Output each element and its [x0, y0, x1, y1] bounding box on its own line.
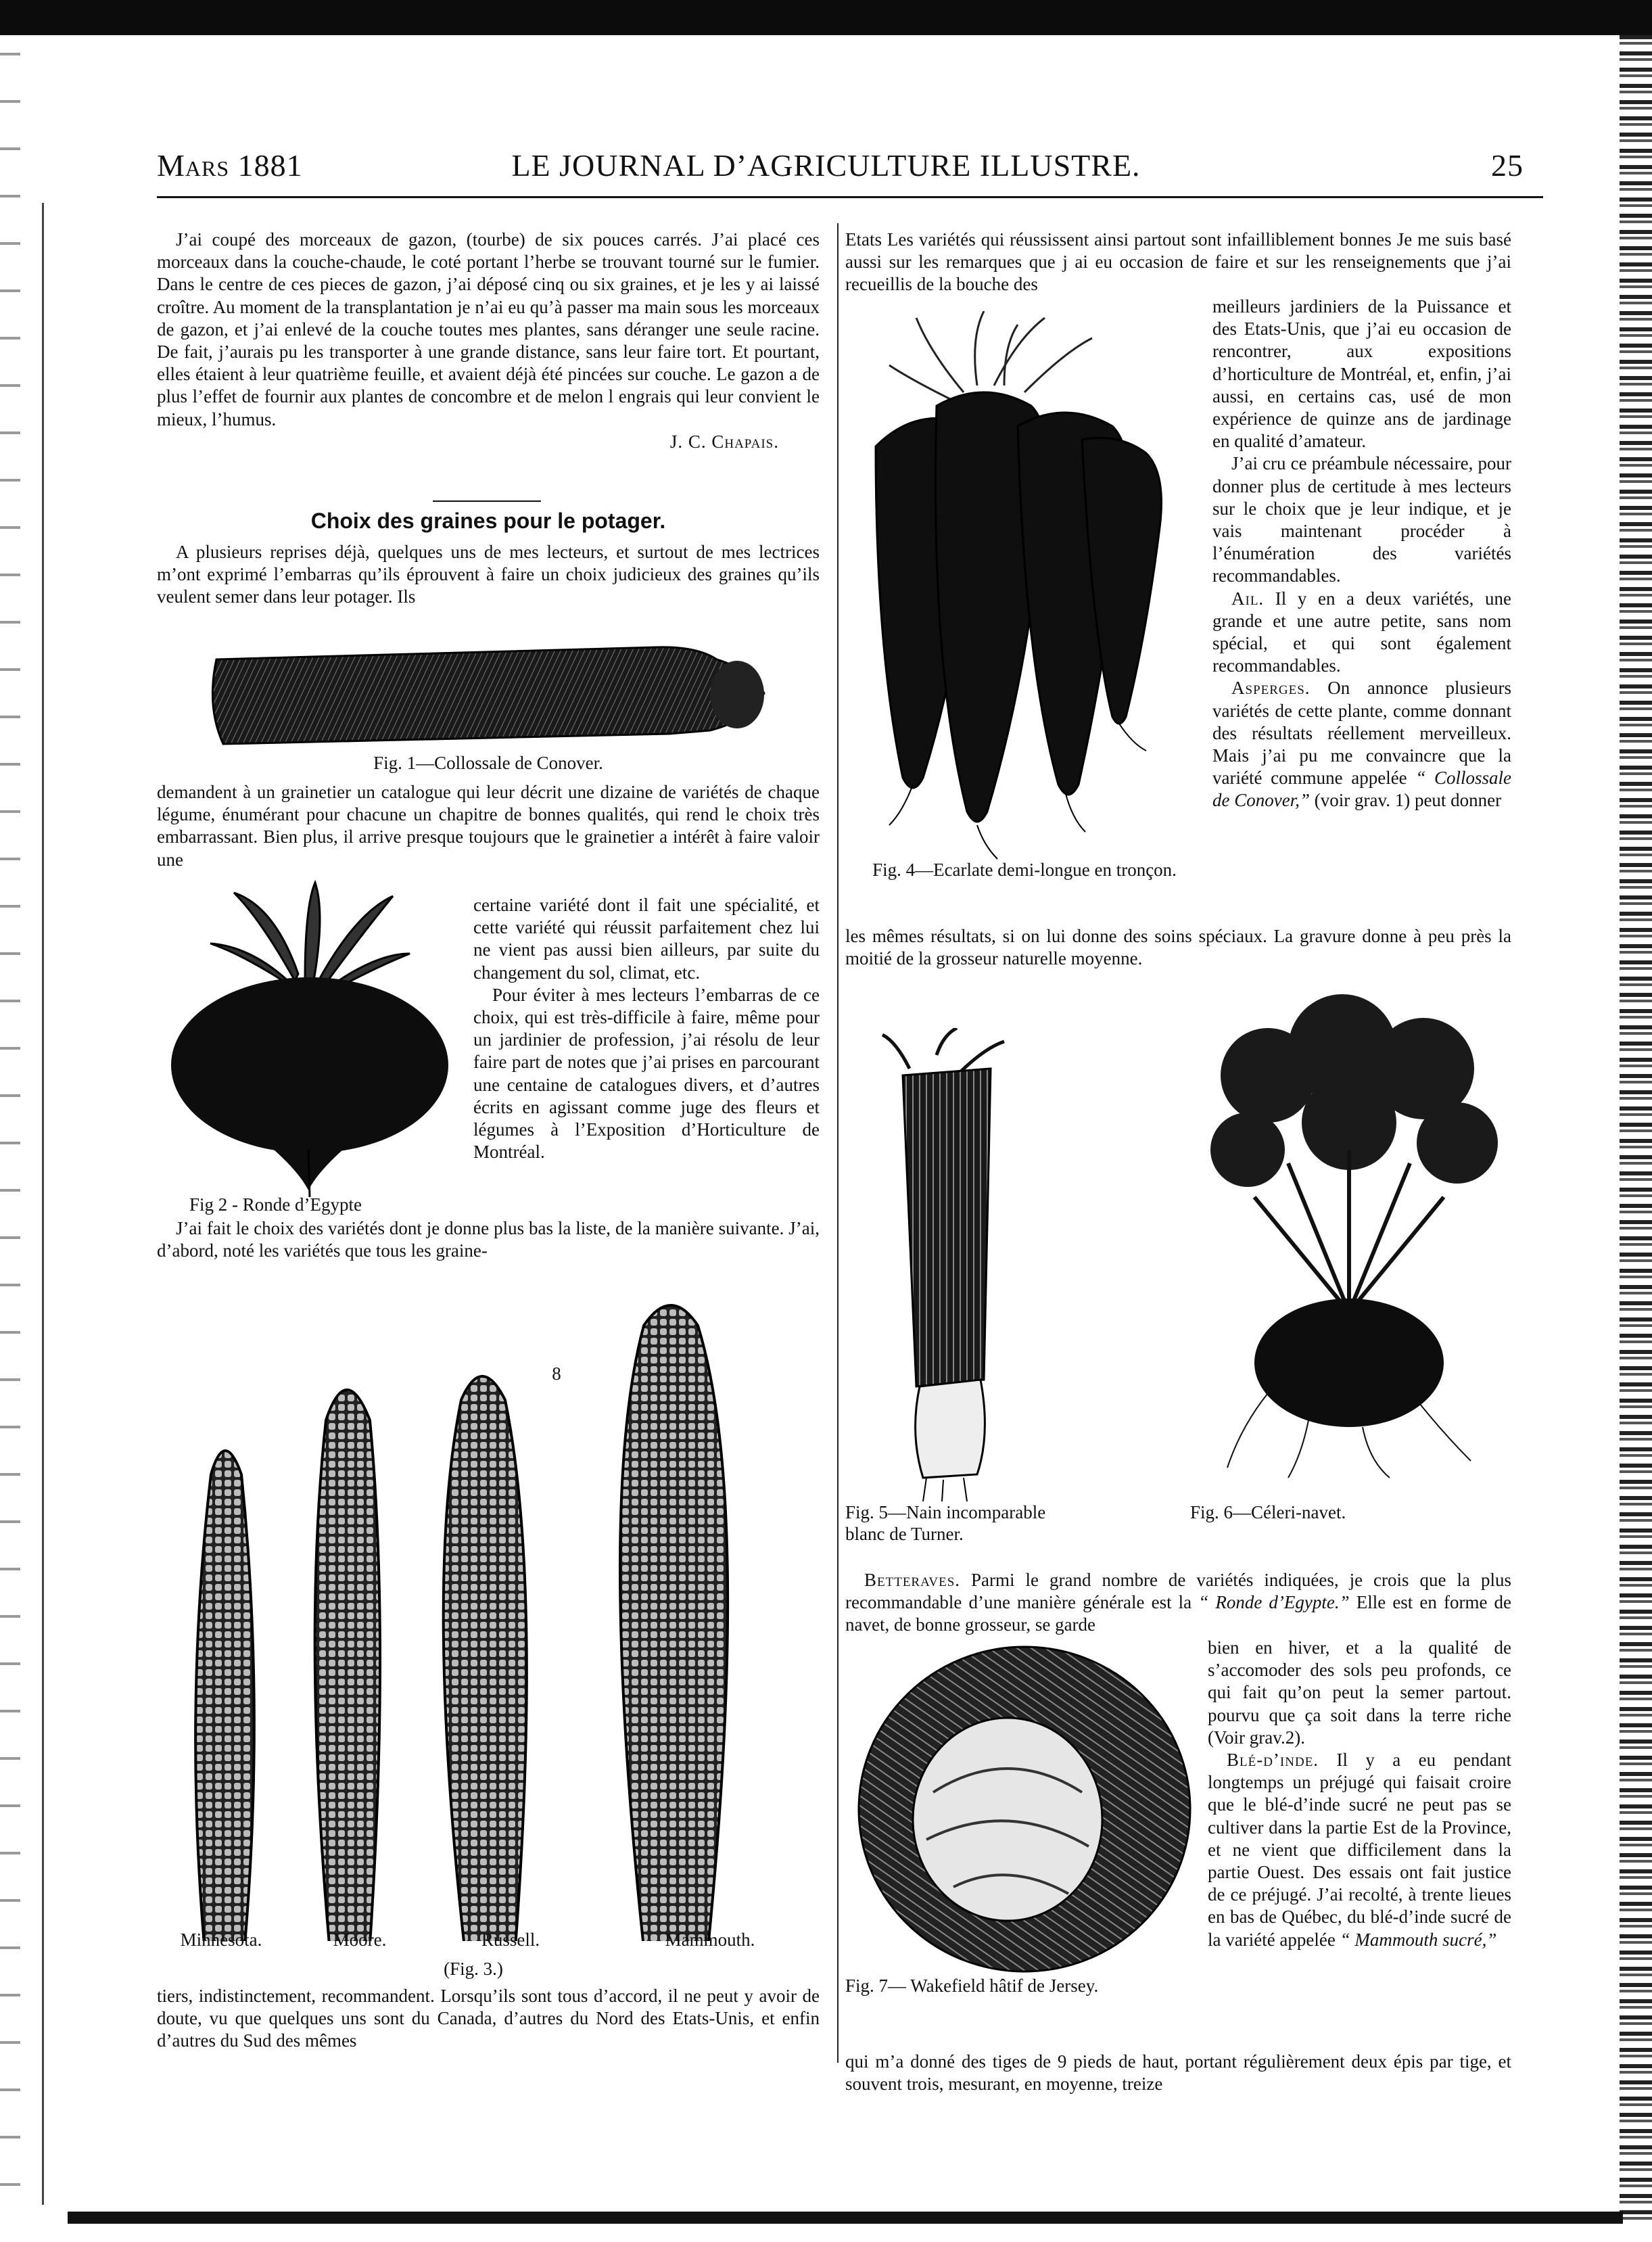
- fig5-caption: Fig. 5—Nain incomparable blanc de Turner.: [845, 1502, 1046, 1544]
- celeriac-illustration: [1187, 994, 1511, 1481]
- paragraph-resultats: [845, 925, 1511, 970]
- paragraph: Etats Les variétés qui réussissent ainsi partout sont infailliblement bonnes Je me suis basé aussi sur les remarques que j ai eu occasion de faire et sur les renseignements que j’ai recueillis de la bouche des: [845, 229, 1511, 295]
- paragraph: demandent à un grainetier un catalogue qui leur décrit une dizaine de variétés de chaque légume, énumérant pour chacune un chapitre de bonnes qualités, qui rend le choix très embarrassant. Bien plus, il arrive presque toujours que le grainetier a intérêt à faire valoir une: [157, 782, 820, 870]
- betteraves-text: Parmi le grand nombre de variétés indiquées, je crois que la plus recommandable d’une manière générale est la: [845, 1570, 1512, 1613]
- scan-border-left: [0, 35, 20, 2213]
- paragraph-ble: Blé-d’inde. Il y a eu pendant longtemps un préjugé qui faisait croire que le blé-d’inde sucré ne peut pas se cultiver dans la partie Est de la Province, et ne vient que difficilement dans la partie Ouest. Des essais ont fait justice de ce préjugé. J’ai recolté, à trente lieues en bas de Québec, du blé-d’inde sucré de la variété appelée “ Mammouth sucré,”: [1208, 1750, 1511, 1950]
- scan-edge-line: [42, 203, 44, 2205]
- fig3-caption: (Fig. 3.): [444, 1959, 503, 1979]
- paragraph-variete: [473, 894, 820, 1163]
- section-rule: [433, 500, 541, 502]
- paragraph-asperges: Asperges. On annonce plusieurs variétés de cette plante, comme donnant des résultats réellement merveilleux. Mais j’ai pu me convaincre que la variété commune appelée “ Collossale de Conover,” (voir grav. 1) peut donner: [1212, 678, 1512, 811]
- paragraph: qui m’a donné des tiges de 9 pieds de haut, portant régulièrement deux épis par tige, et souvent trois, mesurant, en moyenne, treize: [845, 2051, 1511, 2095]
- paragraph: meilleurs jardiniers de la Puissance et des Etats-Unis, que j’ai eu occasion de rencontrer, aux expositions d’horticulture de Montréal, et, enfin, j’ai aussi, en certains cas, usé de mon expérience de quinze ans de jardinage en qualité d’amateur.: [1212, 296, 1511, 452]
- leek-illustration: [855, 1028, 1031, 1501]
- intro-paragraph: [157, 541, 820, 609]
- column-divider: [837, 223, 839, 2063]
- corn-label-minnesota: Minnesota.: [180, 1930, 262, 1950]
- corn-label-mammouth: Mammouth.: [665, 1930, 755, 1950]
- corn-illustration: [157, 1299, 820, 1941]
- corn-mammouth: [620, 1305, 728, 1941]
- scan-border-right: [1620, 35, 1652, 2226]
- paragraph: les mêmes résultats, si on lui donne des soins spéciaux. La gravure donne à peu près la moitié de la grosseur naturelle moyenne.: [845, 926, 1511, 969]
- betteraves-text2: Elle est en forme de navet, de bonne grosseur, se garde: [845, 1592, 1511, 1635]
- betteraves-variety: “ Ronde d’Egypte.”: [1198, 1592, 1350, 1613]
- article-chapais-end: [157, 229, 820, 453]
- corn-russell: [444, 1376, 527, 1941]
- scan-border-top: [0, 0, 1652, 35]
- issue-date: Mars 1881: [157, 148, 303, 183]
- section-heading: Choix des graines pour le potager.: [310, 509, 666, 533]
- corn-moore: [315, 1390, 380, 1941]
- header-rule: [157, 196, 1543, 198]
- paragraph-etats: [845, 229, 1511, 296]
- betteraves-label: Betteraves.: [864, 1570, 961, 1590]
- paragraph-ble-end: [845, 2051, 1511, 2095]
- paragraph: Pour éviter à mes lecteurs l’embarras de ce choix, qui est très-difficile à faire, même pour un jardinier de profession, j’ai résolu de leur faire part de notes que j’ai prises en parcourant une centaine de catalogues divers, et d’autres écrits en agissant comme juge des fleurs et légumes à l’Exposition d’Horticulture de Montréal.: [473, 984, 820, 1163]
- asparagus-illustration: [169, 632, 778, 754]
- fig1-caption: Fig. 1—Collossale de Conover.: [373, 753, 603, 773]
- fig7-caption: Fig. 7— Wakefield hâtif de Jersey.: [845, 1976, 1099, 1996]
- cabbage-illustration: [852, 1637, 1197, 1982]
- paragraph: J’ai fait le choix des variétés dont je donne plus bas la liste, de la manière suivante. J’ai, d’abord, noté les variétés que tous les graine-: [157, 1218, 820, 1261]
- paragraph: tiers, indistinctement, recommandent. Lorsqu’ils sont tous d’accord, il ne peut y avoir de doute, vu que quelques uns sont du Canada, d’autres du Nord des Etats-Unis, et enfin d’autres du Sud des mêmes: [157, 1986, 820, 2051]
- corn-label-moore: Moore.: [333, 1930, 387, 1950]
- paragraph-jardiniers: [1212, 296, 1511, 812]
- paragraph-grainetiers: [157, 1985, 820, 2053]
- signature: J. C. Chapais.: [669, 431, 779, 452]
- scan-border-bottom: [68, 2212, 1623, 2224]
- paragraph: A plusieurs reprises déjà, quelques uns de mes lecteurs, et surtout de mes lectrices m’ont exprimé l’embarras qu’ils éprouvent à faire un choix judicieux des graines qu’ils veulent semer dans leur potager. Ils: [157, 542, 820, 607]
- beet-illustration: [160, 879, 457, 1197]
- page-number: 25: [1491, 148, 1524, 183]
- fig4-caption: Fig. 4—Ecarlate demi-longue en tronçon.: [872, 860, 1177, 880]
- paragraph-grainetier: [157, 781, 820, 871]
- paragraph-choix: [157, 1217, 820, 1262]
- paragraph-ail: Ail. Il y en a deux variétés, une grande et une autre petite, sans nom spécial, et qui sont également recommandables.: [1212, 588, 1512, 676]
- paragraph-betteraves: [845, 1569, 1511, 1637]
- corn-number: 8: [552, 1363, 561, 1384]
- paragraph: certaine variété dont il fait une spécialité, et cette variété qui réussit parfaitement chez lui ne vient pas aussi bien ailleurs, par suite du changement du sol, climat, etc.: [473, 895, 820, 983]
- journal-title: LE JOURNAL D’AGRICULTURE ILLUSTRE.: [511, 148, 1141, 183]
- fig2-caption: Fig 2 - Ronde d’Egypte: [189, 1194, 362, 1215]
- carrot-illustration: [849, 311, 1200, 866]
- paragraph-betteraves-wrap: [1208, 1637, 1511, 1951]
- corn-label-russell: Russell.: [481, 1930, 540, 1950]
- paragraph: bien en hiver, et a la qualité de s’accomoder des sols peu profonds, ce qui fait qu’on peut la semer partout. pourvu que ça soit dans la terre riche (Voir grav.2).: [1208, 1637, 1511, 1748]
- paragraph: J’ai coupé des morceaux de gazon, (tourbe) de six pouces carrés. J’ai placé ces morceaux dans la couche-chaude, le coté portant l’herbe se trouvant tourné sur le fumier. Dans le centre de ces pieces de gazon, j’ai déposé cinq ou six graines, et je les y ai laissé croître. Au moment de la transplantation je n’ai eu qu’à passer ma main sous les morceaux de gazon, et j’ai enlevé de la couche toutes mes plantes, sans déranger une seule racine. De fait, j’aurais pu les transporter à une grande distance, sans leur faire tort. Et pourtant, elles étaient à leur quatrième feuille, et avaient déjà été pincées sur couche. Le gazon a de plus l’effet de fournir aux plantes de concombre et de melon l engrais qui leur convient le mieux, l’humus.: [157, 229, 820, 429]
- paragraph: J’ai cru ce préambule nécessaire, pour donner plus de certitude à mes lecteurs sur le choix que je leur indique, et je vais maintenant procéder à l’énumération des variétés recommandables.: [1212, 453, 1511, 586]
- corn-minnesota: [195, 1451, 254, 1941]
- fig6-caption: Fig. 6—Céleri-navet.: [1190, 1502, 1346, 1522]
